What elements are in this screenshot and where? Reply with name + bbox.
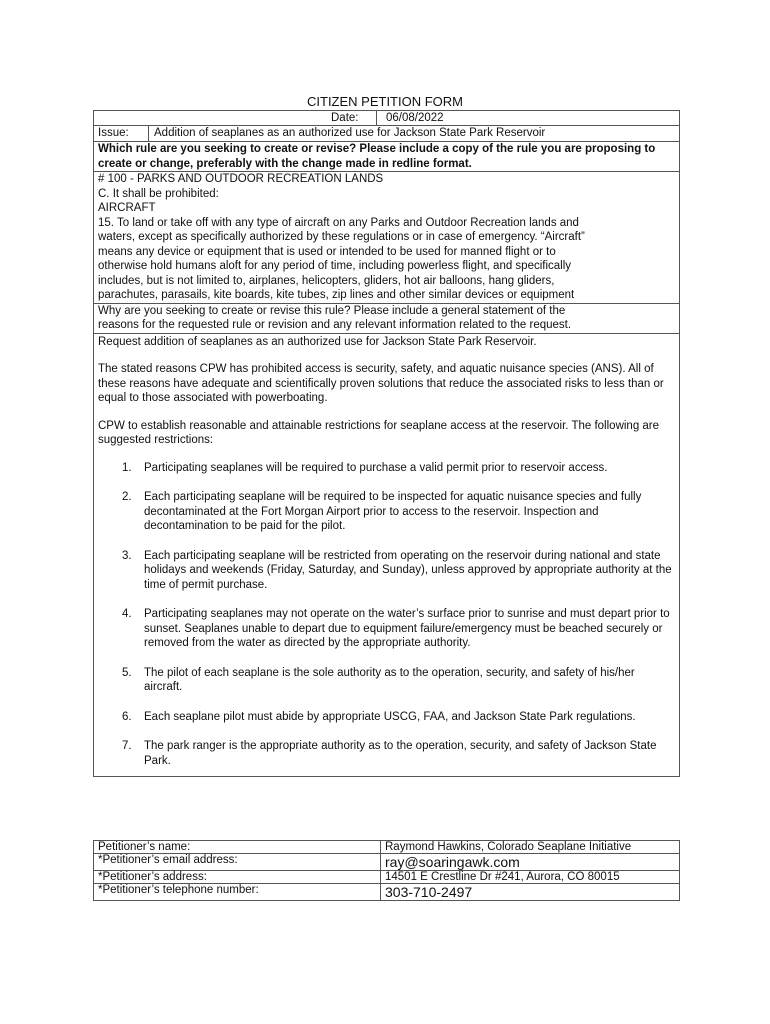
petitioner-table — [93, 840, 680, 901]
list-text: Each seaplane pilot must abide by appropriate USCG, FAA, and Jackson State Park regulations. — [144, 710, 636, 723]
list-text: Each participating seaplane will be restricted from operating on the reservoir during national and state holidays and weekends (Friday, Saturday, and Sunday), unless approved by appropriate authority at the time of permit purchase. — [144, 549, 672, 591]
list-number: 7. — [122, 740, 132, 752]
list-item — [98, 607, 675, 651]
date-label: Date: — [331, 112, 359, 124]
list-item — [98, 710, 675, 725]
list-text: The park ranger is the appropriate authority as to the operation, security, and safety of Jackson State Park. — [144, 740, 657, 767]
petitioner-address-row — [94, 871, 679, 884]
answer-section — [94, 334, 679, 769]
list-number: 4. — [122, 608, 132, 620]
rule-line-1: # 100 - PARKS AND OUTDOOR RECREATION LANDS — [98, 173, 384, 185]
answer-paragraph-2: The stated reasons CPW has prohibited access is security, safety, and aquatic nuisance species (ANS). All of these reasons have adequate and scientifically proven solutions that reduce the associated risks to less than or equal to those associated with powerboating. — [98, 363, 664, 404]
petition-form — [93, 110, 680, 777]
list-text: Participating seaplanes will be required to purchase a valid permit prior to reservoir access. — [144, 461, 608, 474]
rule-line-4: 15. To land or take off with any type of aircraft on any Parks and Outdoor Recreation lands and waters, except as specifically authorized by these regulations or in case of emergency. “Aircraft” means any device or equipment that is used or intended to be used for manned flight or to otherwise hold humans aloft for any period of time, including powerless flight, and specifically includes, but is not limited to, airplanes, helicopters, gliders, hot air balloons, hang gliders, parachutes, parasails, kite boards, kite tubes, zip lines and other similar devices or equipment — [98, 216, 585, 301]
list-item — [98, 549, 675, 593]
list-item — [98, 490, 675, 534]
petitioner-phone-row — [94, 884, 679, 900]
petitioner-email-label: *Petitioner’s email address: — [94, 854, 381, 870]
list-text: The pilot of each seaplane is the sole authority as to the operation, security, and safety of his/her aircraft. — [144, 666, 635, 693]
date-value: 06/08/2022 — [386, 112, 444, 124]
list-number: 2. — [122, 491, 132, 503]
issue-label: Issue: — [98, 127, 129, 139]
restrictions-list — [98, 461, 675, 769]
question-rule: Which rule are you seeking to create or revise? Please include a copy of the rule you are proposing to create or change, preferably with the change made in redline format. — [94, 142, 679, 172]
list-number: 6. — [122, 710, 132, 723]
issue-divider — [148, 126, 149, 141]
answer-paragraph-3: CPW to establish reasonable and attainable restrictions for seaplane access at the reservoir. The following are suggested restrictions: — [98, 419, 660, 446]
list-text: Participating seaplanes may not operate on the water’s surface prior to sunrise and must depart prior to sunset. Seaplanes unable to depart due to equipment failure/emergency must be beached securely or removed from the water as directed by the appropriate authority. — [144, 608, 670, 649]
date-row — [94, 111, 679, 126]
list-number: 5. — [122, 666, 132, 679]
petitioner-address-label: *Petitioner’s address: — [94, 871, 381, 883]
petitioner-name-row — [94, 841, 679, 854]
issue-row — [94, 126, 679, 142]
rule-text — [94, 172, 679, 304]
petitioner-email-row — [94, 854, 679, 871]
rule-line-3: AIRCRAFT — [98, 202, 156, 214]
list-item — [98, 666, 675, 695]
list-text: Each participating seaplane will be required to be inspected for aquatic nuisance species and fully decontaminated at the Fort Morgan Airport prior to access to the reservoir. Inspection and decontamination to be paid for the pilot. — [144, 491, 642, 532]
petitioner-name-value: Raymond Hawkins, Colorado Seaplane Initiative — [385, 841, 632, 853]
issue-value: Addition of seaplanes as an authorized use for Jackson State Park Reservoir — [154, 127, 546, 139]
list-number: 1. — [122, 461, 132, 474]
petitioner-name-label: Petitioner’s name: — [94, 841, 381, 853]
form-title: CITIZEN PETITION FORM — [307, 94, 463, 109]
list-number: 3. — [122, 549, 132, 562]
petitioner-address-value: 14501 E Crestline Dr #241, Aurora, CO 80015 — [385, 871, 620, 883]
petitioner-phone-value: 303-710-2497 — [385, 884, 473, 900]
answer-paragraph-1: Request addition of seaplanes as an authorized use for Jackson State Park Reservoir. — [98, 335, 537, 348]
list-item — [98, 739, 675, 768]
list-item — [98, 461, 675, 476]
petitioner-email-value: ray@soaringawk.com — [385, 854, 520, 870]
petitioner-phone-label: *Petitioner’s telephone number: — [94, 884, 381, 900]
date-divider — [376, 111, 377, 125]
rule-line-2: C. It shall be prohibited: — [98, 187, 219, 200]
question-reason: Why are you seeking to create or revise this rule? Please include a general statement of the reasons for the requested rule or revision and any relevant information related to the request. — [94, 304, 679, 334]
